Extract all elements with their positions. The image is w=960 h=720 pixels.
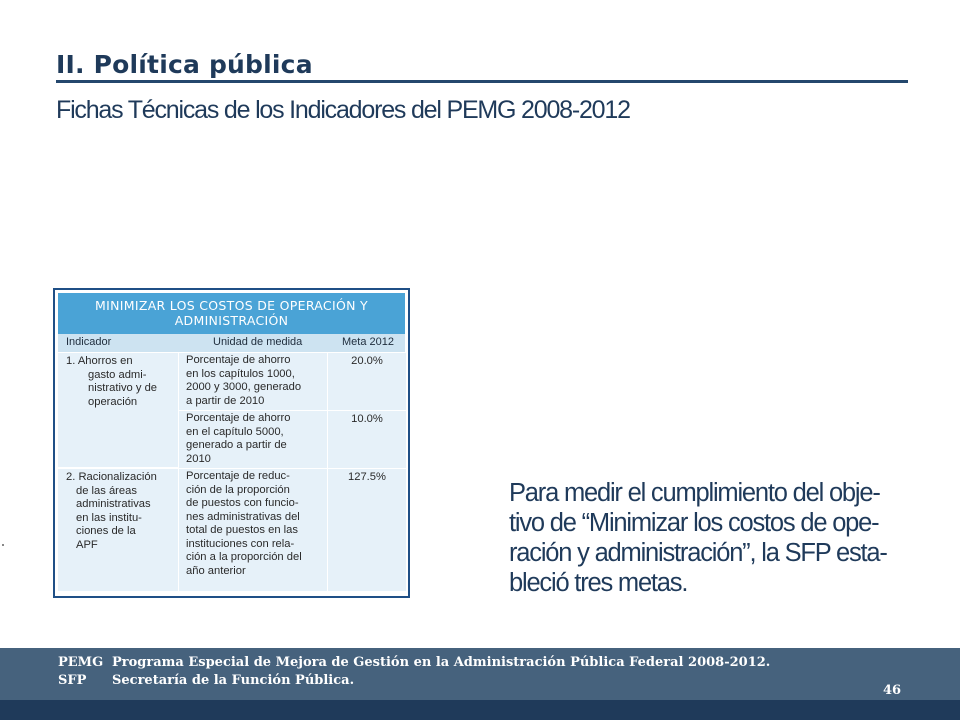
footer-text-sfp: Secretaría de la Función Pública. — [112, 673, 355, 688]
footer-line-pemg — [58, 655, 770, 670]
row2-indicator — [58, 469, 178, 591]
unit-line: ción a la proporción del — [186, 551, 302, 563]
row2-meta: 127.5% — [328, 469, 406, 591]
unit-line: Porcentaje de ahorro — [186, 412, 291, 424]
body-line: ración y administración”, la SFP esta- — [509, 539, 887, 567]
row1-indicator-line: gasto admi- — [88, 368, 147, 381]
unit-line: de puestos con funcio- — [186, 497, 299, 509]
stray-mark — [2, 544, 4, 546]
section-title: II. Política pública — [56, 50, 313, 79]
row1-indicator-line: nistrativo y de — [88, 382, 158, 394]
indicator-table — [53, 288, 410, 598]
unit-line: Porcentaje de reduc- — [186, 470, 290, 482]
body-line: tivo de “Minimizar los costos de ope- — [509, 509, 879, 537]
unit-line: 2000 y 3000, generado — [186, 381, 302, 393]
row2-indicator-line: 2. Racionalización — [66, 471, 157, 483]
column-indicador: Indicador — [66, 336, 112, 348]
body-paragraph — [509, 478, 905, 598]
column-meta: Meta 2012 — [342, 336, 394, 348]
row1-indicator-line: operación — [88, 395, 138, 408]
row1-meta-a: 20.0% — [328, 353, 406, 410]
body-line: Para medir el cumplimiento del obje- — [509, 479, 880, 507]
page-number: 46 — [883, 683, 902, 698]
unit-line: nes administrativas del — [186, 510, 300, 523]
unit-line: total de puestos en las — [186, 524, 298, 536]
table-column-headers — [58, 334, 405, 352]
row2-indicator-line: administrativas — [76, 498, 151, 510]
unit-line: instituciones con rela- — [186, 537, 295, 550]
unit-line: generado a partir de — [186, 439, 287, 451]
row1-unit-a — [179, 353, 327, 410]
footer-abbr-sfp: SFP — [58, 673, 87, 688]
column-unidad: Unidad de medida — [213, 336, 303, 348]
table-header-line-2: ADMINISTRACIÓN — [174, 313, 289, 328]
row1-indicator-line: 1. Ahorros en — [66, 355, 133, 367]
row2-indicator-line: APF — [76, 538, 98, 551]
footer-text-pemg: Programa Especial de Mejora de Gestión en la Administración Pública Federal 2008-2012. — [112, 655, 771, 670]
unit-line: año anterior — [186, 564, 246, 577]
body-line: bleció tres metas. — [509, 569, 688, 597]
section-rule — [56, 80, 908, 83]
table-body — [58, 293, 405, 593]
unit-line: 2010 — [186, 452, 211, 465]
slide-subtitle: Fichas Técnicas de los Indicadores del PEMG 2008-2012 — [56, 96, 630, 124]
footer-line-sfp — [58, 673, 354, 688]
unit-line: ción de la proporción — [186, 483, 290, 496]
table-header-line-1: MINIMIZAR LOS COSTOS DE OPERACIÓN Y — [95, 298, 368, 313]
unit-line: a partir de 2010 — [186, 394, 265, 407]
table-header — [58, 293, 405, 334]
row2-indicator-line: ciones de la — [76, 525, 136, 537]
unit-line: en los capítulos 1000, — [186, 367, 295, 380]
unit-line: en el capítulo 5000, — [186, 425, 284, 438]
row1-meta-b: 10.0% — [328, 411, 406, 468]
footer-bottom-strip — [0, 700, 960, 720]
footer-abbr-pemg: PEMG — [58, 655, 104, 670]
row1-indicator — [58, 353, 178, 467]
row2-indicator-line: en las institu- — [76, 511, 142, 524]
row2-unit — [179, 469, 327, 591]
unit-line: Porcentaje de ahorro — [186, 354, 291, 366]
row2-indicator-line: de las áreas — [76, 484, 137, 497]
row1-unit-b — [179, 411, 327, 468]
